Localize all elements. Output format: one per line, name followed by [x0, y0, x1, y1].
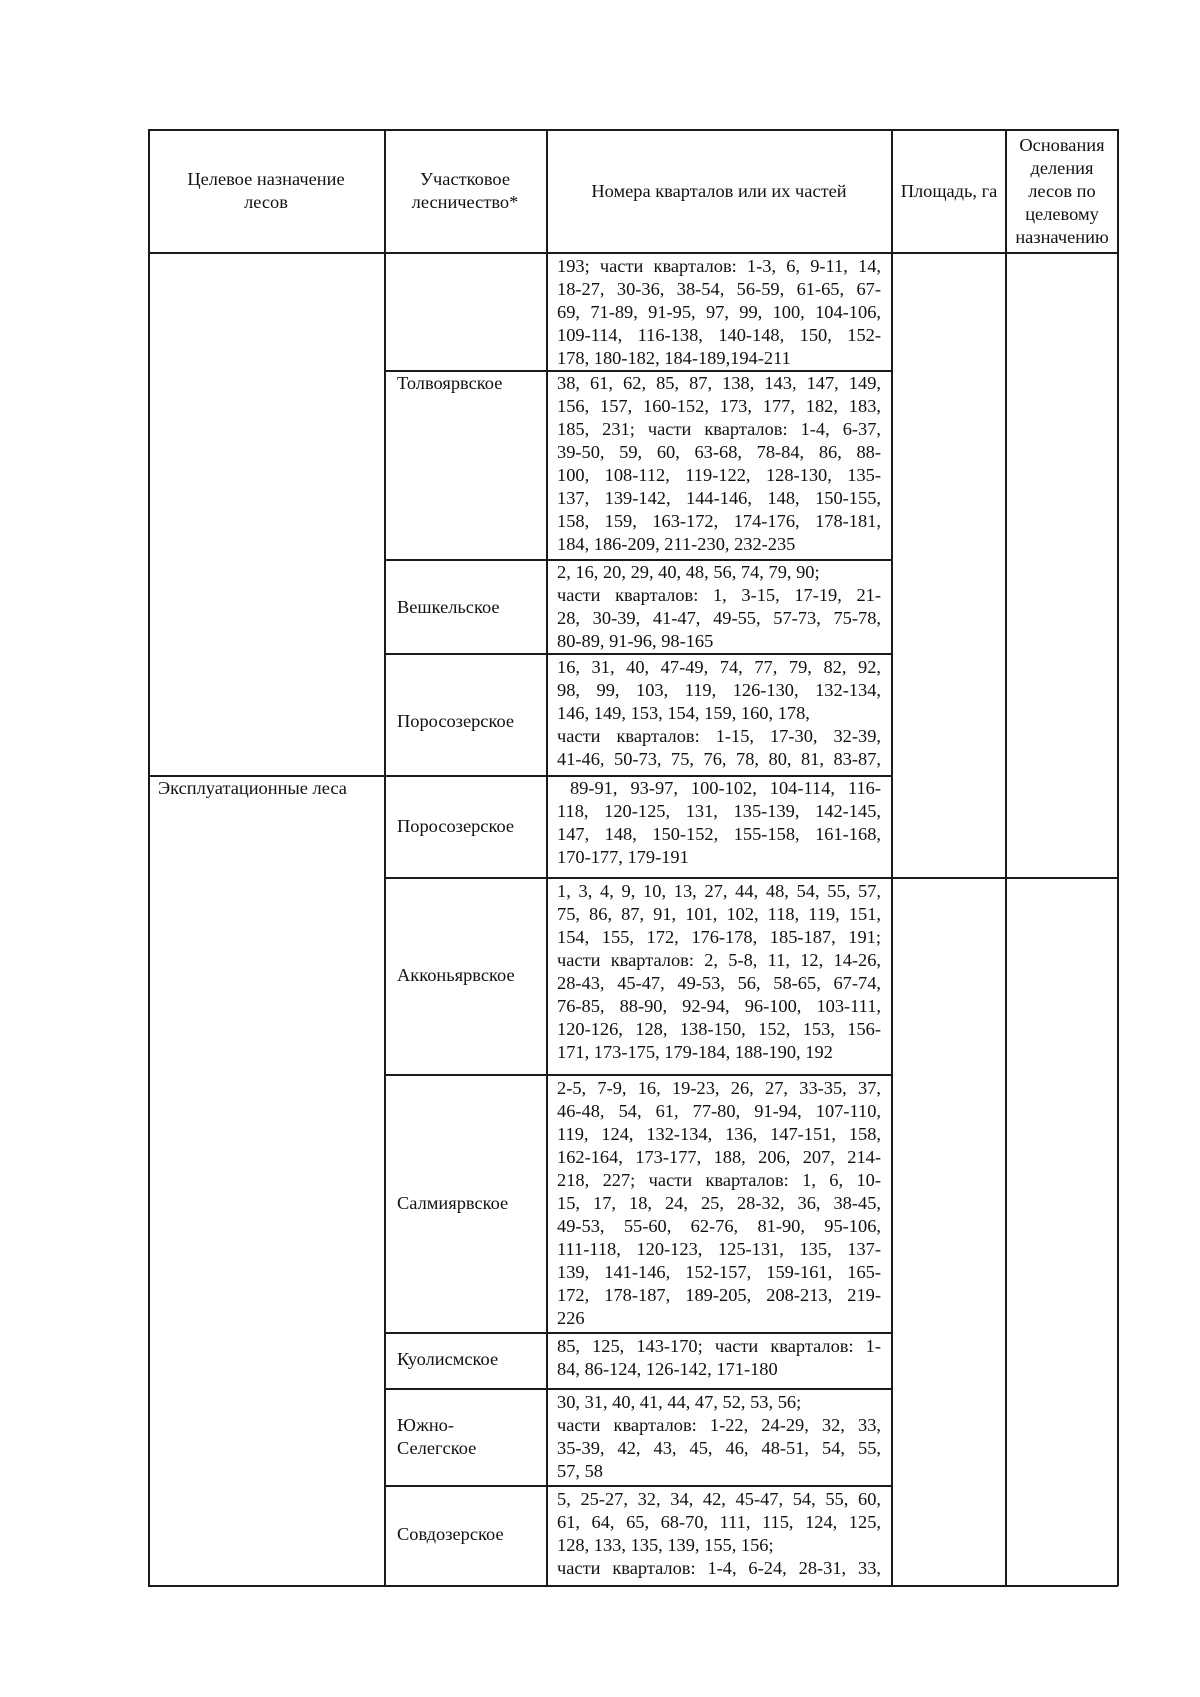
quarters-line: части кварталов: 1, 3-15, 17-19, 21-: [557, 585, 881, 605]
district-name: Поросозерское: [397, 711, 515, 731]
quarters-line: 35-39, 42, 43, 45, 46, 48-51, 54, 55,: [557, 1438, 881, 1458]
quarters-line: 28, 30-39, 41-47, 49-55, 57-73, 75-78,: [557, 608, 881, 628]
district-name: Поросозерское: [397, 816, 515, 836]
quarters-line: 76-85, 88-90, 92-94, 96-100, 103-111,: [557, 996, 881, 1016]
district-name: Совдозерское: [397, 1524, 504, 1544]
district-name-line: Селегское: [397, 1438, 477, 1458]
quarters-line: 84, 86-124, 126-142, 171-180: [557, 1359, 778, 1379]
quarters-line: части кварталов: 1-22, 24-29, 32, 33,: [557, 1415, 881, 1435]
col-divider-3: [891, 129, 893, 1586]
quarters-line: 49-53, 55-60, 62-76, 81-90, 95-106,: [557, 1216, 881, 1236]
district-name: Куолисмское: [397, 1349, 499, 1369]
quarters-line: 75, 86, 87, 91, 101, 102, 118, 119, 151,: [557, 904, 881, 924]
col-divider-2: [546, 129, 548, 1586]
header-district: Участковое лесничество*: [411, 169, 519, 212]
header-area: Площадь, га: [900, 180, 998, 201]
quarters-line: части кварталов: 2, 5-8, 11, 12, 14-26,: [557, 950, 881, 970]
quarters-line: 111-118, 120-123, 125-131, 135, 137-: [557, 1239, 881, 1259]
quarters-line: 170-177, 179-191: [557, 847, 689, 867]
quarters-line: 85, 125, 143-170; части кварталов: 1-: [557, 1336, 881, 1356]
quarters-line: 218, 227; части кварталов: 1, 6, 10-: [557, 1170, 881, 1190]
quarters-line: 15, 17, 18, 24, 25, 28-32, 36, 38-45,: [557, 1193, 881, 1213]
quarters-line: 172, 178-187, 189-205, 208-213, 219-: [557, 1285, 881, 1305]
row-separator: [384, 1485, 892, 1487]
quarters-line: 156, 157, 160-152, 173, 177, 182, 183,: [557, 396, 881, 416]
table-left-border: [148, 129, 150, 1586]
table-right-border: [1117, 129, 1119, 1586]
purpose-label: Эксплуатационные леса: [158, 778, 347, 798]
district-name: Толвоярвское: [397, 373, 503, 393]
row-separator: [384, 1332, 892, 1334]
quarters-line: части кварталов: 1-4, 6-24, 28-31, 33,: [557, 1558, 881, 1578]
quarters-line: 139, 141-146, 152-157, 159-161, 165-: [557, 1262, 881, 1282]
quarters-line: 18-27, 30-36, 38-54, 56-59, 61-65, 67-: [557, 279, 881, 299]
quarters-line: 128, 133, 135, 139, 155, 156;: [557, 1535, 774, 1555]
quarters-line: 28-43, 45-47, 49-53, 56, 58-65, 67-74,: [557, 973, 881, 993]
quarters-line: 154, 155, 172, 176-178, 185-187, 191;: [557, 927, 881, 947]
quarters-line: 98, 99, 103, 119, 126-130, 132-134,: [557, 680, 881, 700]
table-bottom-border: [148, 1585, 1118, 1587]
quarters-line: 178, 180-182, 184-189,194-211: [557, 348, 791, 368]
district-name-line: Южно-: [397, 1415, 454, 1435]
quarters-line: 89-91, 93-97, 100-102, 104-114, 116-: [557, 778, 881, 798]
quarters-line: 162-164, 173-177, 188, 206, 207, 214-: [557, 1147, 881, 1167]
quarters-line: 100, 108-112, 119-122, 128-130, 135-: [557, 465, 881, 485]
quarters-line: 5, 25-27, 32, 34, 42, 45-47, 54, 55, 60,: [557, 1489, 881, 1509]
district-name: Акконьярвское: [397, 965, 515, 985]
header-basis: Основания деления лесов по целевому назначению: [1015, 134, 1109, 247]
row-separator: [384, 1074, 892, 1076]
header-quarters: Номера кварталов или их частей: [591, 180, 847, 201]
header-bottom-border: [148, 252, 1118, 254]
quarters-line: 1, 3, 4, 9, 10, 13, 27, 44, 48, 54, 55, 57,: [557, 881, 881, 901]
quarters-line: 80-89, 91-96, 98-165: [557, 631, 714, 651]
quarters-line: 30, 31, 40, 41, 44, 47, 52, 53, 56;: [557, 1392, 802, 1412]
quarters-line: 109-114, 116-138, 140-148, 150, 152-: [557, 325, 881, 345]
quarters-line: 193; части кварталов: 1-3, 6, 9-11, 14,: [557, 256, 881, 276]
row-separator: [384, 1388, 892, 1390]
quarters-line: 46-48, 54, 61, 77-80, 91-94, 107-110,: [557, 1101, 881, 1121]
quarters-line: 16, 31, 40, 47-49, 74, 77, 79, 82, 92,: [557, 657, 881, 677]
quarters-line: 185, 231; части кварталов: 1-4, 6-37,: [557, 419, 881, 439]
quarters-line: 39-50, 59, 60, 63-68, 78-84, 86, 88-: [557, 442, 881, 462]
quarters-line: 2-5, 7-9, 16, 19-23, 26, 27, 33-35, 37,: [557, 1078, 881, 1098]
quarters-line: 120-126, 128, 138-150, 152, 153, 156-: [557, 1019, 881, 1039]
district-name: Салмиярвское: [397, 1193, 509, 1213]
quarters-line: 57, 58: [557, 1461, 603, 1481]
quarters-line: 171, 173-175, 179-184, 188-190, 192: [557, 1042, 833, 1062]
quarters-line: 118, 120-125, 131, 135-139, 142-145,: [557, 801, 881, 821]
quarters-line: 41-46, 50-73, 75, 76, 78, 80, 81, 83-87,: [557, 749, 881, 769]
quarters-line: 2, 16, 20, 29, 40, 48, 56, 74, 79, 90;: [557, 562, 820, 582]
quarters-line: 146, 149, 153, 154, 159, 160, 178,: [557, 703, 810, 723]
district-name: Вешкельское: [397, 597, 500, 617]
quarters-line: 61, 64, 65, 68-70, 111, 115, 124, 125,: [557, 1512, 881, 1532]
quarters-line: части кварталов: 1-15, 17-30, 32-39,: [557, 726, 881, 746]
row-separator: [384, 653, 892, 655]
quarters-line: 147, 148, 150-152, 155-158, 161-168,: [557, 824, 881, 844]
quarters-line: 226: [557, 1308, 585, 1328]
quarters-line: 38, 61, 62, 85, 87, 138, 143, 147, 149,: [557, 373, 881, 393]
quarters-line: 158, 159, 163-172, 174-176, 178-181,: [557, 511, 881, 531]
row-separator: [384, 877, 1118, 879]
quarters-line: 69, 71-89, 91-95, 97, 99, 100, 104-106,: [557, 302, 881, 322]
quarters-line: 137, 139-142, 144-146, 148, 150-155,: [557, 488, 881, 508]
col-divider-4: [1005, 129, 1007, 1586]
header-purpose: Целевое назначение лесов: [187, 169, 345, 212]
quarters-line: 119, 124, 132-134, 136, 147-151, 158,: [557, 1124, 881, 1144]
quarters-line: 184, 186-209, 211-230, 232-235: [557, 534, 796, 554]
col-divider-1: [384, 129, 386, 1586]
